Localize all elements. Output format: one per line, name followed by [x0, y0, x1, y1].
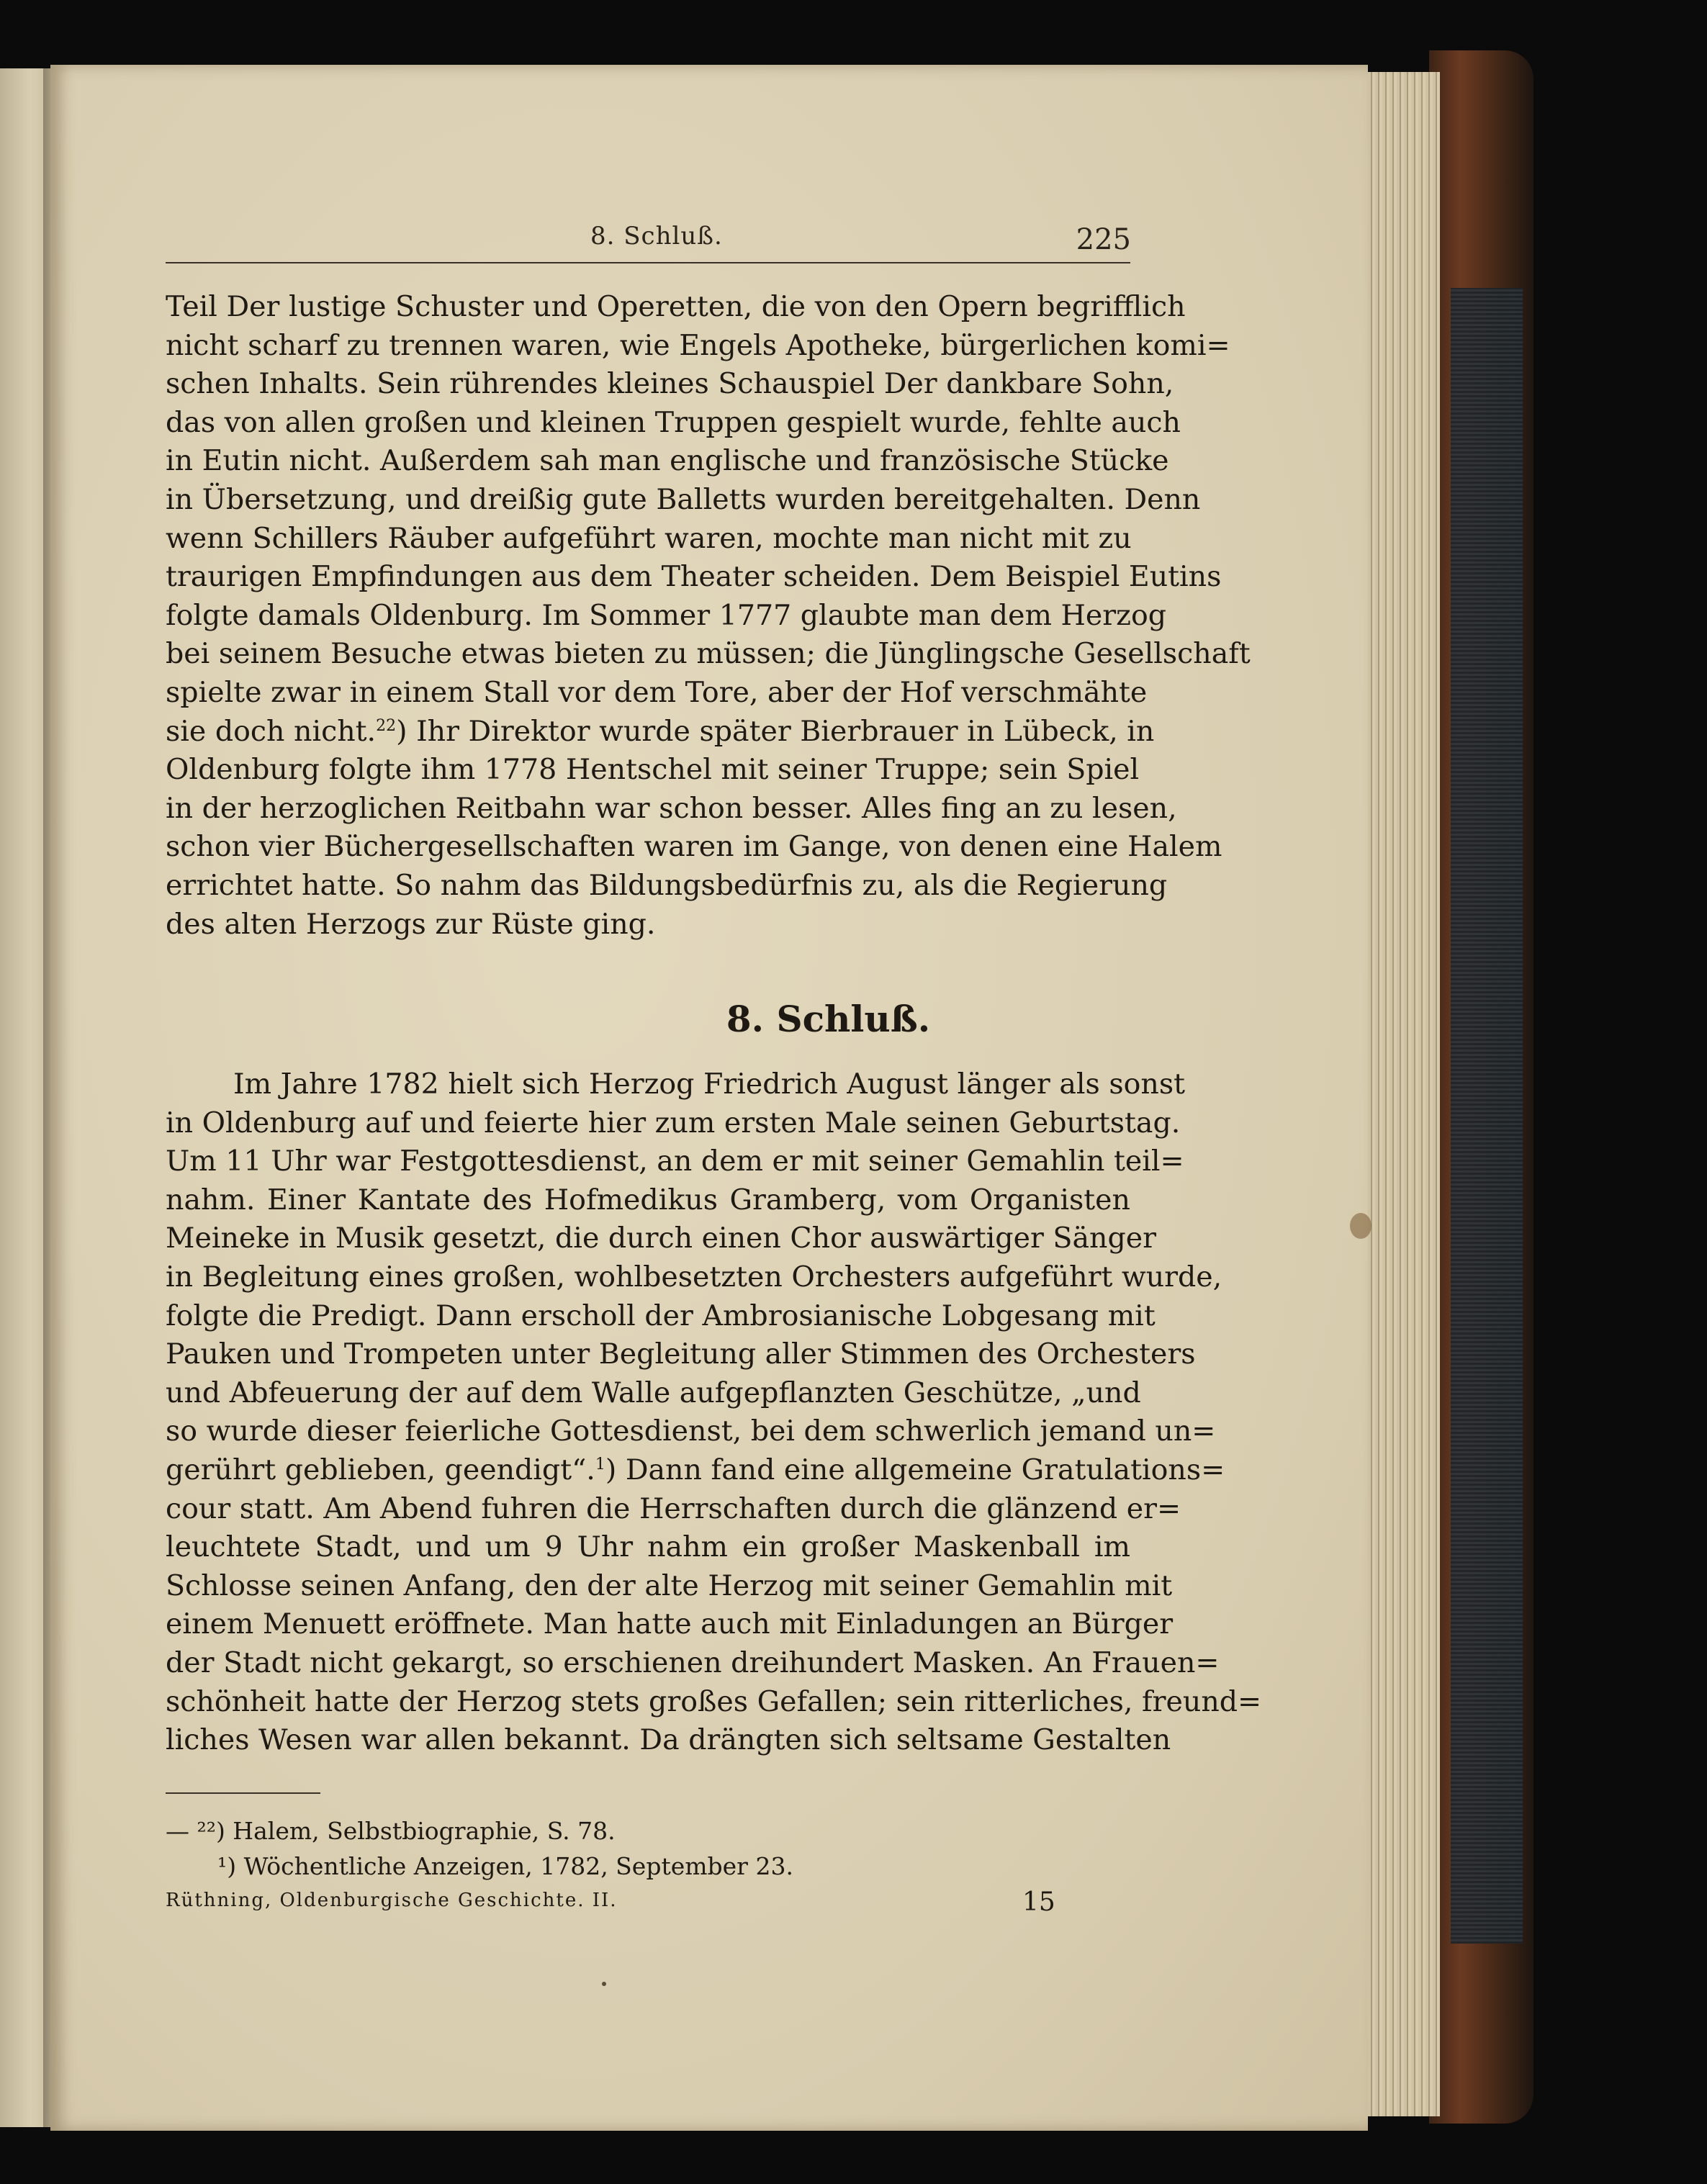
text-line: in Begleitung eines großen, wohlbesetzten Orchesters aufgeführt wurde, — [166, 1260, 1222, 1294]
text-line: Meineke in Musik gesetzt, die durch einen Chor auswärtiger Sänger — [166, 1222, 1157, 1255]
text-line: folgte damals Oldenburg. Im Sommer 1777 glaubte man dem Herzog — [166, 598, 1167, 632]
text-line: Schlosse seinen Anfang, den der alte Herzog mit seiner Gemahlin mit — [166, 1569, 1173, 1602]
footnote-1: ¹) Wöchentliche Anzeigen, 1782, September 23. — [217, 1852, 793, 1880]
text-line-with-note: gerührt geblieben, geendigt“.$^1$) Dann fand eine allgemeine Gratulations= — [166, 1453, 1225, 1486]
sheet-number: 15 — [1022, 1887, 1055, 1917]
text-line: Im Jahre 1782 hielt sich Herzog Friedrich August länger als sonst — [233, 1068, 1185, 1101]
text-segment: Dann fand eine allgemeine Gratulations= — [616, 1453, 1225, 1486]
text-line: der Stadt nicht gekargt, so erschienen dreihundert Masken. An Frauen= — [166, 1646, 1220, 1679]
text-line: liches Wesen war allen bekannt. Da drängten sich seltsame Gestalten — [166, 1723, 1171, 1757]
header-rule — [166, 262, 1130, 263]
section-heading — [0, 998, 1707, 1040]
text-line: schen Inhalts. Sein rührendes kleines Schauspiel Der dankbare Sohn, — [166, 367, 1174, 401]
text-line: einem Menuett eröffnete. Man hatte auch mit Einladungen an Bürger — [166, 1607, 1174, 1641]
text-line: schon vier Büchergesellschaften waren im Gange, von denen eine Halem — [166, 830, 1222, 864]
text-segment: sie doch nicht. — [166, 714, 377, 748]
text-line: traurigen Empfindungen aus dem Theater scheiden. Dem Beispiel Eutins — [166, 560, 1222, 594]
page-stack-edge — [1361, 72, 1440, 2116]
paper-speck — [602, 1982, 606, 1986]
running-header-title: 8. Schluß. — [590, 222, 723, 251]
page-number: 225 — [1076, 223, 1131, 256]
text-line: und Abfeuerung der auf dem Walle aufgepflanzten Geschütze, „und — [166, 1376, 1141, 1409]
text-line: in Übersetzung, und dreißig gute Balletts wurden bereitgehalten. Denn — [166, 482, 1201, 516]
footnote-22: — ²²) Halem, Selbstbiographie, S. 78. — [166, 1817, 616, 1845]
paper-stain — [1350, 1213, 1372, 1239]
text-line: Pauken und Trompeten unter Begleitung aller Stimmen des Orchesters — [166, 1337, 1196, 1371]
footnote-rule — [166, 1792, 320, 1794]
text-line: in der herzoglichen Reitbahn war schon besser. Alles fing an zu lesen, — [166, 791, 1177, 825]
text-line: wenn Schillers Räuber aufgeführt waren, mochte man nicht mit zu — [166, 521, 1132, 555]
text-line: so wurde dieser feierliche Gottesdienst, bei dem schwerlich jemand un= — [166, 1414, 1216, 1448]
text-line: des alten Herzogs zur Rüste ging. — [166, 907, 656, 941]
text-line: nicht scharf zu trennen waren, wie Engels Apotheke, bürgerlichen komi= — [166, 328, 1230, 362]
printer-signature: Rüthning, Oldenburgische Geschichte. II. — [166, 1890, 618, 1911]
text-line: nahm. Einer Kantate des Hofmedikus Gramberg, vom Organisten — [166, 1183, 1130, 1217]
text-line: bei seinem Besuche etwas bieten zu müssen; die Jünglingsche Gesellschaft — [166, 637, 1251, 671]
text-line: schönheit hatte der Herzog stets großes Gefallen; sein ritterliches, freund= — [166, 1684, 1262, 1718]
text-segment: Ihr Direktor wurde später Bierbrauer in Lübeck, in — [407, 714, 1155, 748]
text-line: Um 11 Uhr war Festgottesdienst, an dem er mit seiner Gemahlin teil= — [166, 1145, 1184, 1178]
text-line: cour statt. Am Abend fuhren die Herrschaften durch die glänzend er= — [166, 1492, 1181, 1525]
section-paragraph — [166, 1065, 1262, 1760]
text-line: folgte die Predigt. Dann erscholl der Ambrosianische Lobgesang mit — [166, 1299, 1156, 1332]
text-line: spielte zwar in einem Stall vor dem Tore, aber der Hof verschmähte — [166, 675, 1148, 709]
text-line: errichtet hatte. So nahm das Bildungsbedürfnis zu, als die Regierung — [166, 868, 1168, 902]
text-line: in Oldenburg auf und feierte hier zum ersten Male seinen Geburtstag. — [166, 1106, 1181, 1140]
text-line: das von allen großen und kleinen Truppen gespielt wurde, fehlte auch — [166, 405, 1181, 439]
text-line: in Eutin nicht. Außerdem sah man englische und französische Stücke — [166, 444, 1169, 478]
text-line: leuchtete Stadt, und um 9 Uhr nahm ein großer Maskenball im — [166, 1530, 1130, 1564]
book-spine-cloth — [1451, 288, 1523, 1944]
text-line: Oldenburg folgte ihm 1778 Hentschel mit seiner Truppe; sein Spiel — [166, 753, 1140, 787]
section-heading-text: 8. Schluß. — [726, 998, 931, 1040]
paragraph-continued — [166, 288, 1251, 944]
text-line-with-note: sie doch nicht.$^{22}$) Ihr Direktor wurde später Bierbrauer in Lübeck, in — [166, 714, 1155, 748]
text-segment: gerührt geblieben, geendigt“. — [166, 1453, 595, 1486]
footnote-marker-22: 22 — [376, 716, 397, 735]
text-line: Teil Der lustige Schuster und Operetten, die von den Opern begrifflich — [166, 290, 1186, 323]
footnote-marker-1: 1 — [595, 1455, 605, 1474]
